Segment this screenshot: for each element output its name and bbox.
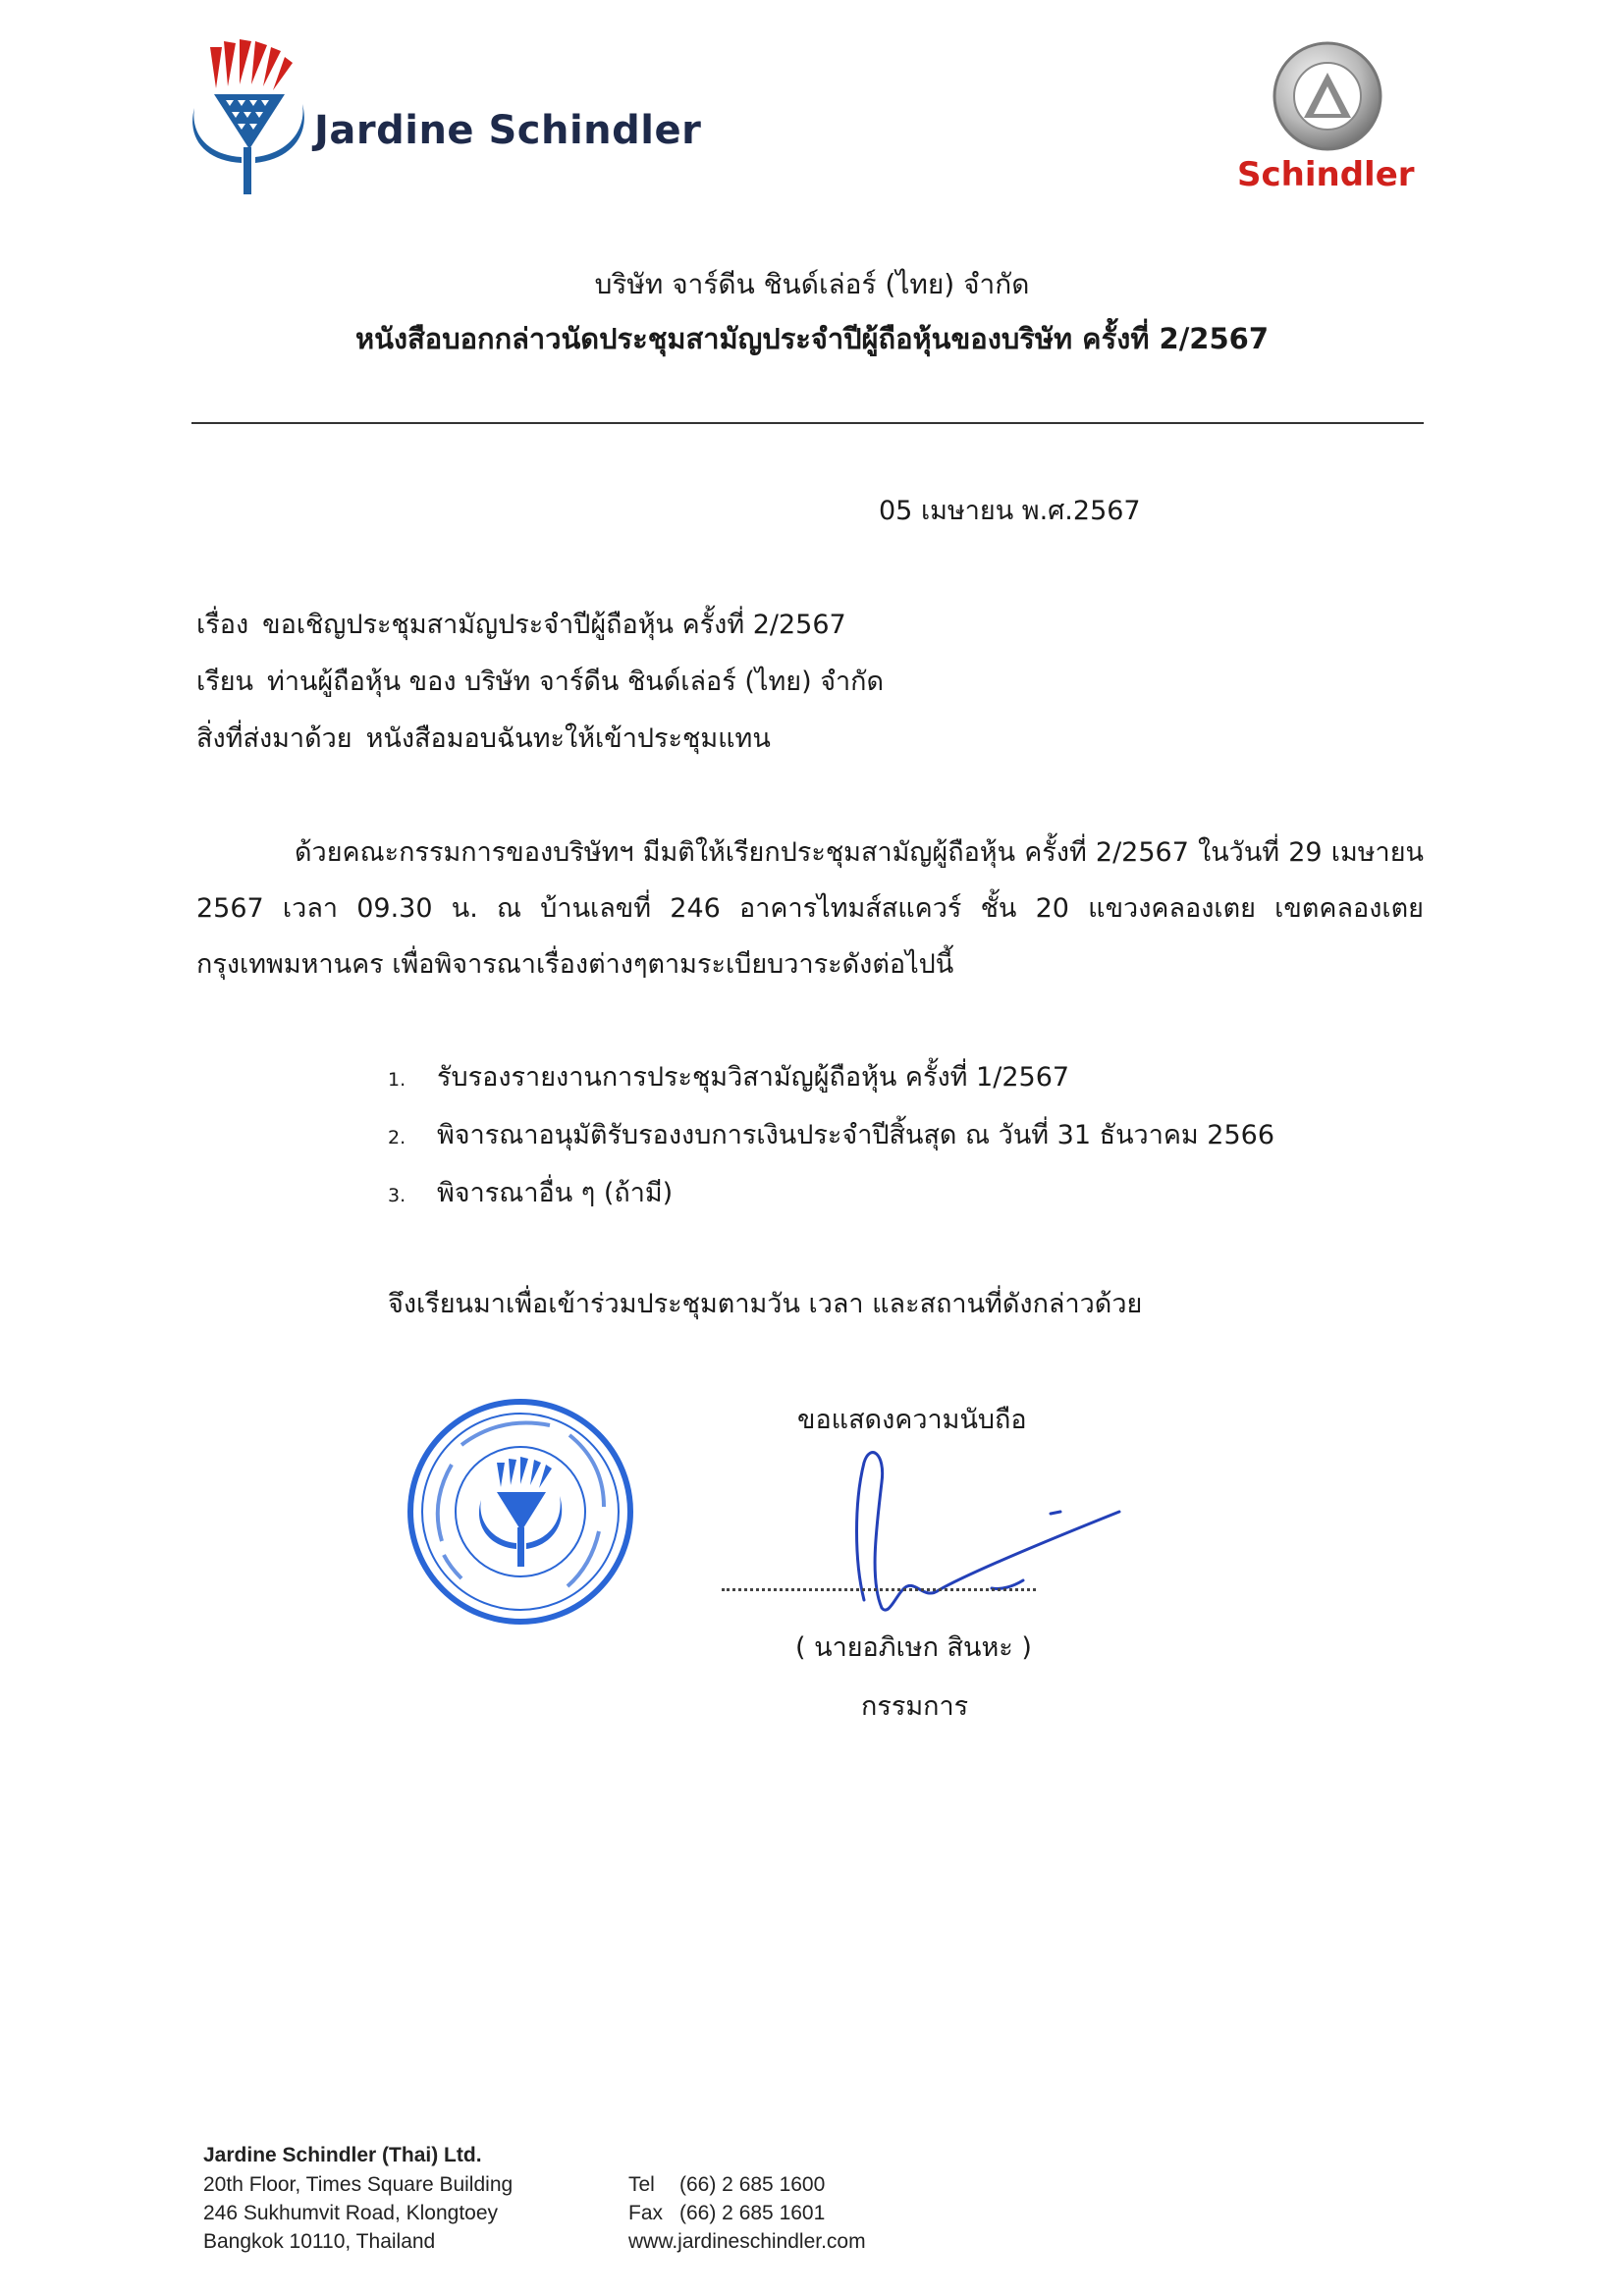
footer-website-link[interactable]: www.jardineschindler.com <box>628 2230 866 2253</box>
regards-line: ขอแสดงความนับถือ <box>797 1405 1027 1435</box>
jardine-schindler-wordmark: Jardine Schindler <box>314 108 702 153</box>
agenda-number: 2. <box>388 1127 406 1148</box>
enclosure-line <box>196 717 771 759</box>
agenda-item <box>388 1055 1069 1097</box>
tel-value: (66) 2 685 1600 <box>679 2173 826 2196</box>
signer-name: ( นายอภิเษก สินหะ ) <box>795 1632 1032 1663</box>
subject-value: ขอเชิญประชุมสามัญประจำปีผู้ถือหุ้น ครั้งที่ 2/2567 <box>262 610 846 640</box>
signature-line <box>722 1588 1036 1591</box>
agenda-number: 3. <box>388 1185 406 1206</box>
thistle-icon <box>187 39 309 196</box>
recipient-value: ท่านผู้ถือหุ้น ของ บริษัท จาร์ดีน ชินด์เล่อร์ (ไทย) จำกัด <box>267 667 885 697</box>
recipient-line <box>196 660 884 702</box>
footer-address-line: Bangkok 10110, Thailand <box>203 2230 436 2253</box>
body-paragraph: ด้วยคณะกรรมการของบริษัทฯ มีมติให้เรียกประชุมสามัญผู้ถือหุ้น ครั้งที่ 2/2567 ในวันที่ 29 เมษายน 2567 เวลา 09.30 น. ณ บ้านเลขที่ 246 อาคารไทมส์สแควร์ ชั้น 20 แขวงคลองเตย เขตคลองเตย กรุงเทพมหานคร เพื่อพิจารณาเรื่องต่างๆตามระเบียบวาระดังต่อไปนี้ <box>196 837 1424 980</box>
jardine-schindler-logo <box>187 39 702 196</box>
tel-label: Tel <box>628 2173 655 2196</box>
company-seal-stamp <box>403 1394 638 1629</box>
company-title: บริษัท จาร์ดีน ชินด์เล่อร์ (ไทย) จำกัด <box>594 268 1030 300</box>
subject-line <box>196 603 846 645</box>
notice-title: หนังสือบอกกล่าวนัดประชุมสามัญประจำปีผู้ถือหุ้นของบริษัท ครั้งที่ 2/2567 <box>354 322 1270 355</box>
closing-line: จึงเรียนมาเพื่อเข้าร่วมประชุมตามวัน เวลา และสถานที่ดังกล่าวด้วย <box>388 1289 1143 1319</box>
footer-company: Jardine Schindler (Thai) Ltd. <box>203 2144 482 2166</box>
agenda-text: รับรองรายงานการประชุมวิสามัญผู้ถือหุ้น ครั้งที่ 1/2567 <box>437 1062 1070 1093</box>
fax-label: Fax <box>628 2202 664 2224</box>
footer-address-line: 20th Floor, Times Square Building <box>203 2173 514 2196</box>
schindler-wordmark: Schindler <box>1237 155 1415 194</box>
letter-date: 05 เมษายน พ.ศ.2567 <box>879 496 1141 526</box>
schindler-logo <box>1218 39 1443 206</box>
fax-value: (66) 2 685 1601 <box>679 2202 826 2224</box>
agenda-text: พิจารณาอนุมัติรับรองงบการเงินประจำปีสิ้นสุด ณ วันที่ 31 ธันวาคม 2566 <box>437 1120 1275 1150</box>
footer-telephone <box>628 2173 825 2197</box>
agenda-text: พิจารณาอื่น ๆ (ถ้ามี) <box>437 1178 674 1208</box>
footer-fax <box>628 2202 825 2225</box>
schindler-emblem-icon <box>1218 39 1443 157</box>
agenda-item <box>388 1113 1274 1155</box>
agenda-item <box>388 1171 673 1213</box>
recipient-label: เรียน <box>196 667 254 697</box>
enclosure-value: หนังสือมอบฉันทะให้เข้าประชุมแทน <box>365 723 771 754</box>
footer-address-line: 246 Sukhumvit Road, Klongtoey <box>203 2202 499 2224</box>
header-divider <box>191 422 1424 424</box>
subject-label: เรื่อง <box>196 610 249 640</box>
handwritten-signature <box>707 1443 1129 1629</box>
signer-title: กรรมการ <box>861 1691 969 1722</box>
agenda-number: 1. <box>388 1069 406 1091</box>
enclosure-label: สิ่งที่ส่งมาด้วย <box>196 723 352 754</box>
